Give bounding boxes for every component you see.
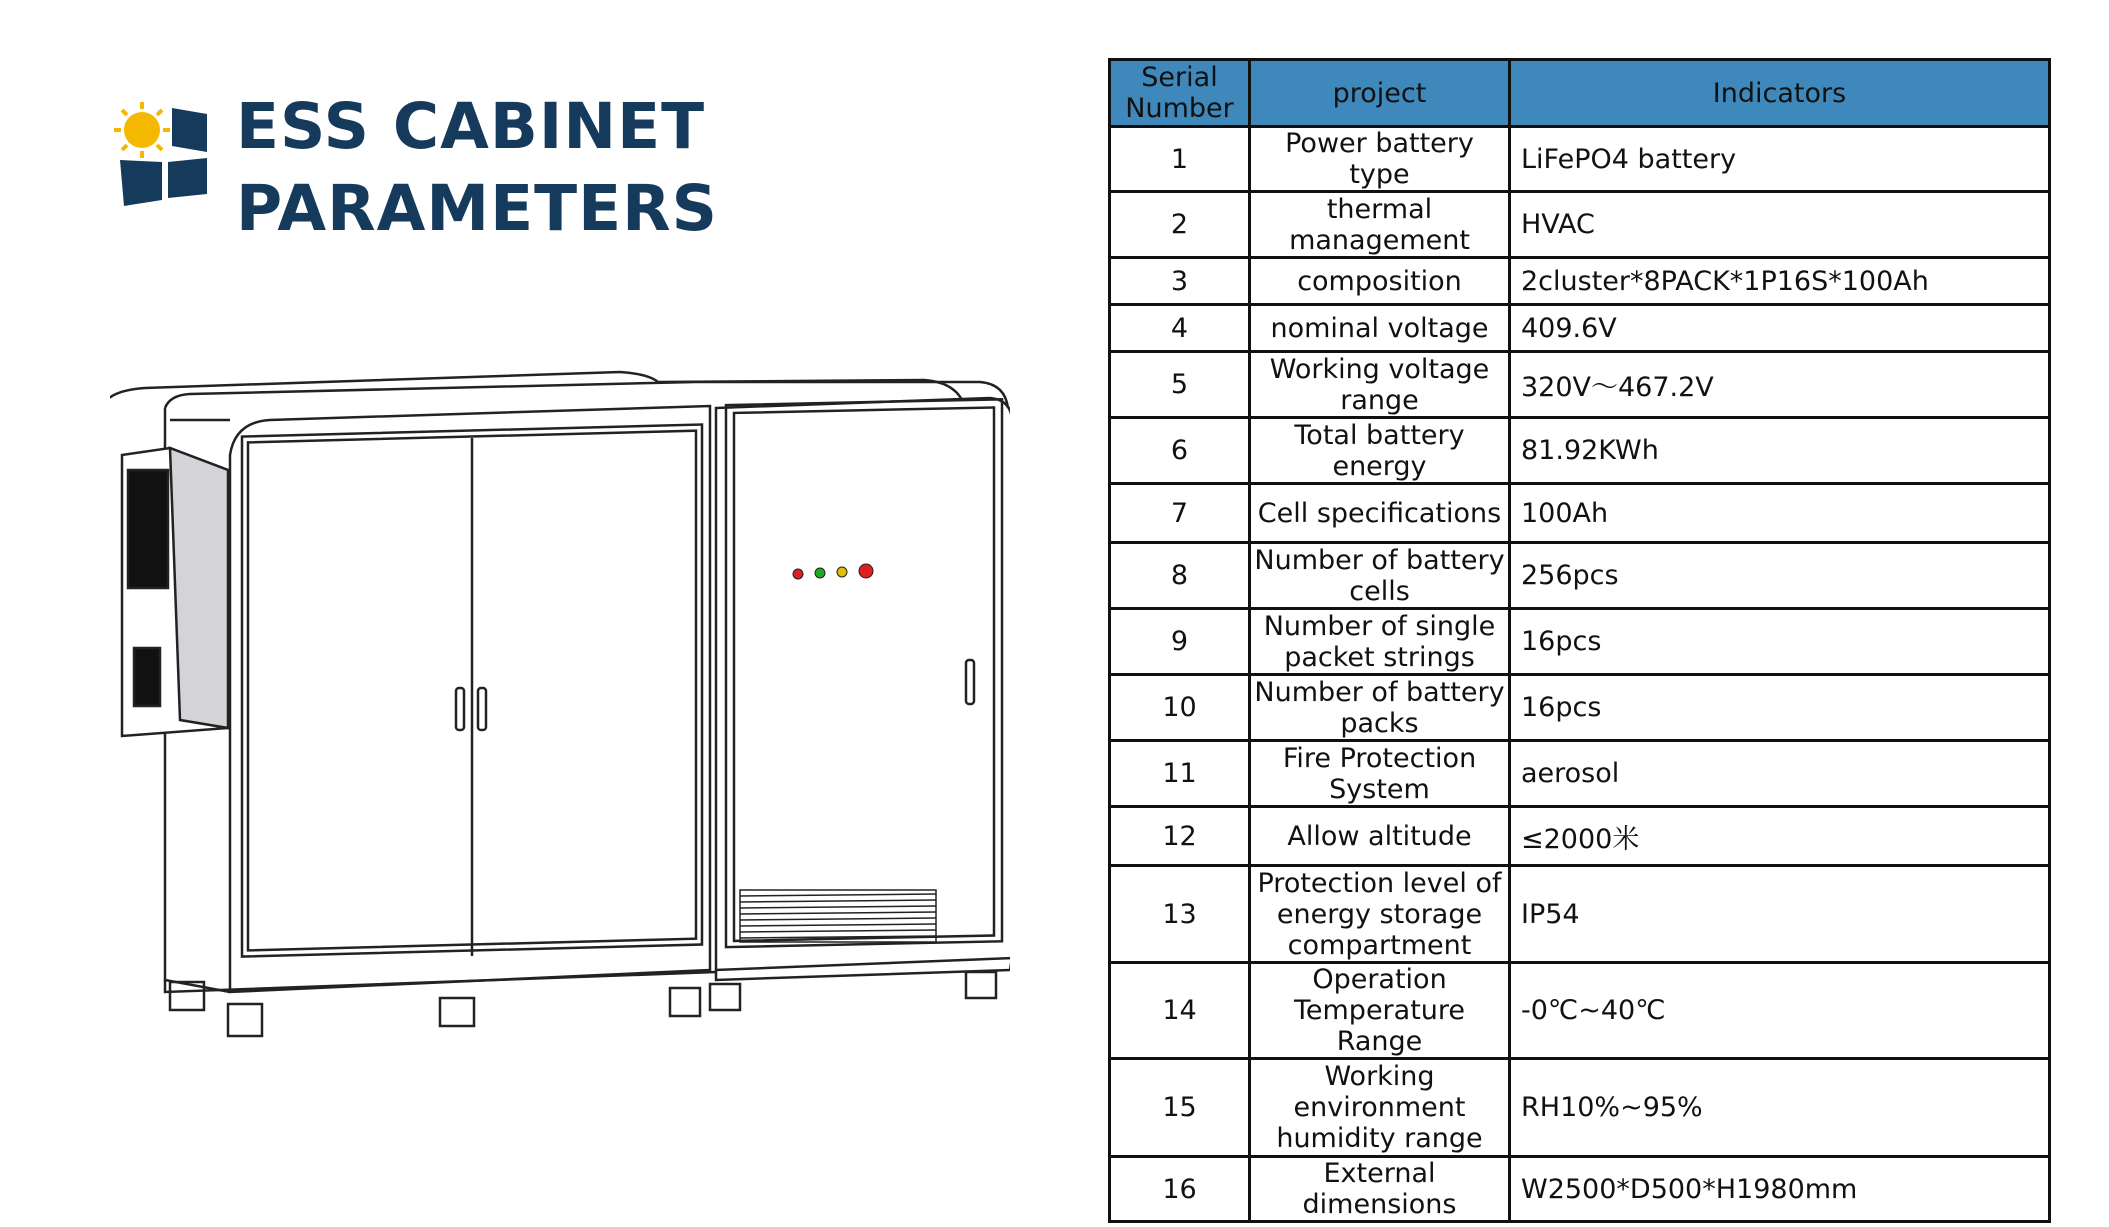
project-cell: Allow altitude bbox=[1250, 807, 1510, 866]
header-project: project bbox=[1250, 60, 1510, 127]
serial-cell: 9 bbox=[1110, 609, 1250, 675]
indicator-cell: IP54 bbox=[1510, 866, 2050, 963]
serial-cell: 7 bbox=[1110, 484, 1250, 543]
project-cell: Cell specifications bbox=[1250, 484, 1510, 543]
title-line-2: PARAMETERS bbox=[236, 172, 719, 245]
ess-cabinet-illustration bbox=[110, 360, 1010, 1060]
table-row bbox=[1110, 258, 2050, 305]
project-cell: Number of battery packs bbox=[1250, 675, 1510, 741]
serial-cell: 13 bbox=[1110, 866, 1250, 963]
indicator-cell: ≤2000米 bbox=[1510, 807, 2050, 866]
project-cell: nominal voltage bbox=[1250, 305, 1510, 352]
project-cell: Working voltage range bbox=[1250, 352, 1510, 418]
table-row bbox=[1110, 675, 2050, 741]
project-cell: Power battery type bbox=[1250, 127, 1510, 192]
table-row bbox=[1110, 127, 2050, 192]
project-cell: Working environment humidity range bbox=[1250, 1059, 1510, 1157]
project-cell: Total battery energy bbox=[1250, 418, 1510, 484]
project-cell: thermal management bbox=[1250, 192, 1510, 258]
table-row bbox=[1110, 866, 2050, 963]
header-indicators: Indicators bbox=[1510, 60, 2050, 127]
serial-cell: 2 bbox=[1110, 192, 1250, 258]
serial-cell: 3 bbox=[1110, 258, 1250, 305]
indicator-cell: 81.92KWh bbox=[1510, 418, 2050, 484]
indicator-cell: 320V～467.2V bbox=[1510, 352, 2050, 418]
indicator-cell: 16pcs bbox=[1510, 675, 2050, 741]
table-row bbox=[1110, 305, 2050, 352]
serial-cell: 1 bbox=[1110, 127, 1250, 192]
sun-icon bbox=[114, 102, 170, 158]
solar-logo-icon bbox=[112, 100, 212, 235]
table-row bbox=[1110, 609, 2050, 675]
project-cell: Fire Protection System bbox=[1250, 741, 1510, 807]
serial-cell: 10 bbox=[1110, 675, 1250, 741]
table-row bbox=[1110, 418, 2050, 484]
serial-cell: 11 bbox=[1110, 741, 1250, 807]
serial-cell: 16 bbox=[1110, 1157, 1250, 1222]
indicator-cell: W2500*D500*H1980mm bbox=[1510, 1157, 2050, 1222]
indicator-cell: 2cluster*8PACK*1P16S*100Ah bbox=[1510, 258, 2050, 305]
table-row bbox=[1110, 963, 2050, 1059]
serial-cell: 15 bbox=[1110, 1059, 1250, 1157]
indicator-cell: 16pcs bbox=[1510, 609, 2050, 675]
indicator-cell: aerosol bbox=[1510, 741, 2050, 807]
project-cell: Number of battery cells bbox=[1250, 543, 1510, 609]
indicator-cell: RH10%~95% bbox=[1510, 1059, 2050, 1157]
table-row bbox=[1110, 741, 2050, 807]
page-title bbox=[236, 86, 718, 250]
table-row bbox=[1110, 543, 2050, 609]
project-cell: External dimensions bbox=[1250, 1157, 1510, 1222]
table-row bbox=[1110, 807, 2050, 866]
indicator-cell: -0℃~40℃ bbox=[1510, 963, 2050, 1059]
table-row bbox=[1110, 352, 2050, 418]
indicator-cell: 100Ah bbox=[1510, 484, 2050, 543]
project-cell: Number of single packet strings bbox=[1250, 609, 1510, 675]
table-row bbox=[1110, 1157, 2050, 1222]
header-serial-number: Serial Number bbox=[1110, 60, 1250, 127]
table-header-row bbox=[1110, 60, 2050, 127]
table-row bbox=[1110, 192, 2050, 258]
indicator-cell: 409.6V bbox=[1510, 305, 2050, 352]
table-row bbox=[1110, 484, 2050, 543]
title-line-1: ESS CABINET bbox=[236, 90, 706, 163]
serial-cell: 4 bbox=[1110, 305, 1250, 352]
project-cell: Operation Temperature Range bbox=[1250, 963, 1510, 1059]
project-cell: composition bbox=[1250, 258, 1510, 305]
serial-cell: 8 bbox=[1110, 543, 1250, 609]
table-row bbox=[1110, 1059, 2050, 1157]
indicator-cell: 256pcs bbox=[1510, 543, 2050, 609]
indicator-cell: HVAC bbox=[1510, 192, 2050, 258]
serial-cell: 12 bbox=[1110, 807, 1250, 866]
serial-cell: 6 bbox=[1110, 418, 1250, 484]
spec-table bbox=[1108, 58, 2051, 1223]
serial-cell: 5 bbox=[1110, 352, 1250, 418]
project-cell: Protection level of energy storage compartment bbox=[1250, 866, 1510, 963]
indicator-cell: LiFePO4 battery bbox=[1510, 127, 2050, 192]
serial-cell: 14 bbox=[1110, 963, 1250, 1059]
